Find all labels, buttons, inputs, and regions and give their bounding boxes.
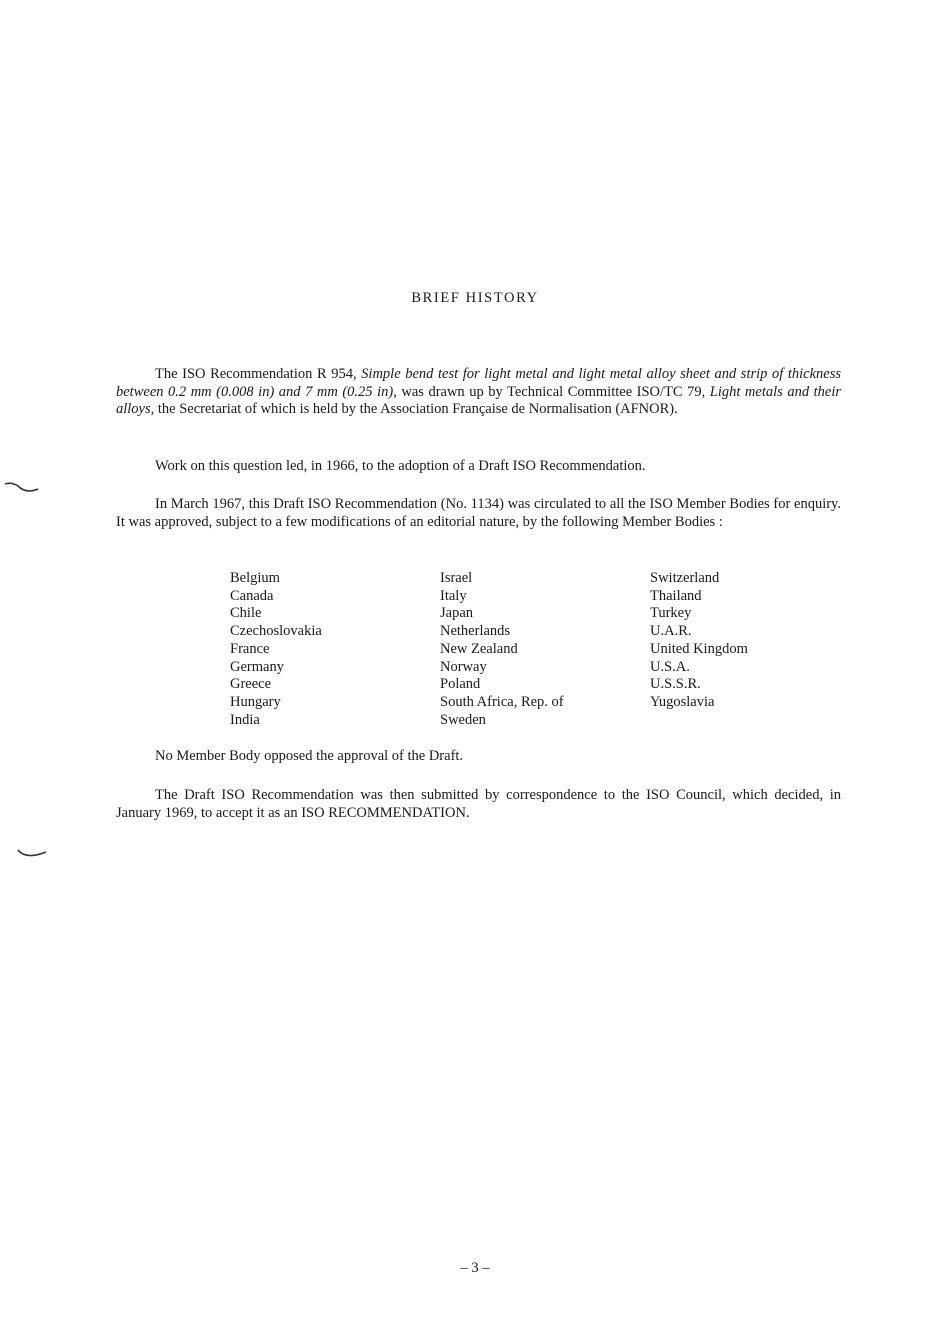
punch-hole-mark-top <box>5 483 38 491</box>
intro-text-3: , the Secretariat of which is held by the Association Française de Normalisation (AFNOR). <box>150 401 678 418</box>
list-item: Sweden <box>440 711 486 728</box>
list-item: U.A.R. <box>650 623 692 640</box>
paragraph-no-opposition: No Member Body opposed the approval of the Draft. <box>155 748 464 764</box>
list-item: Czechoslovakia <box>230 623 322 640</box>
list-item: Poland <box>440 676 481 693</box>
list-item: Norway <box>440 658 487 675</box>
list-item: Switzerland <box>650 570 720 586</box>
list-item: Canada <box>230 587 274 604</box>
list-item: Belgium <box>230 570 280 586</box>
member-bodies-column-2 <box>440 570 650 729</box>
paragraph-intro <box>116 366 841 419</box>
list-item: Netherlands <box>440 623 511 640</box>
list-item: U.S.S.R. <box>650 676 701 693</box>
list-item: India <box>230 711 260 728</box>
punch-hole-mark-bottom <box>18 850 46 856</box>
paragraph-circulation: In March 1967, this Draft ISO Recommendation (No. 1134) was circulated to all the ISO Member Bodies for enquiry. It was approved, subject to a few modifications of an editorial nature, by the following Member Bodies : <box>116 496 841 530</box>
list-item: Germany <box>230 658 284 675</box>
intro-recommendation-title: Simple bend test for light metal and light metal alloy sheet and strip of thickness between 0.2 mm (0.008 in) and 7 mm (0.25 in) <box>116 366 841 400</box>
member-bodies-column-1 <box>230 570 440 729</box>
list-item: Greece <box>230 676 272 693</box>
page-number: – 3 – <box>460 1260 490 1276</box>
list-item: Italy <box>440 587 467 604</box>
intro-committee-name: Light metals and their alloys <box>116 383 841 418</box>
intro-text-2: , was drawn up by Technical Committee ISO/TC 79, <box>393 383 710 400</box>
list-item: U.S.A. <box>650 658 690 675</box>
list-item: France <box>230 640 270 657</box>
list-item: Turkey <box>650 605 692 622</box>
list-item: Japan <box>440 605 474 622</box>
list-item: New Zealand <box>440 640 518 657</box>
list-item: Israel <box>440 570 473 586</box>
intro-text-1: The ISO Recommendation R 954, <box>155 366 362 382</box>
list-item: Hungary <box>230 693 281 710</box>
paragraph-draft-adoption: Work on this question led, in 1966, to the adoption of a Draft ISO Recommendation. <box>155 458 646 474</box>
page-title: BRIEF HISTORY <box>411 290 539 306</box>
list-item: Yugoslavia <box>650 693 715 710</box>
list-item: Thailand <box>650 587 702 604</box>
list-item: Chile <box>230 605 262 622</box>
paragraph-council-decision: The Draft ISO Recommendation was then submitted by correspondence to the ISO Council, which decided, in January 1969, to accept it as an ISO RECOMMENDATION. <box>116 787 841 821</box>
member-bodies-column-3 <box>650 570 860 712</box>
list-item: South Africa, Rep. of <box>440 693 564 710</box>
list-item: United Kingdom <box>650 640 748 657</box>
